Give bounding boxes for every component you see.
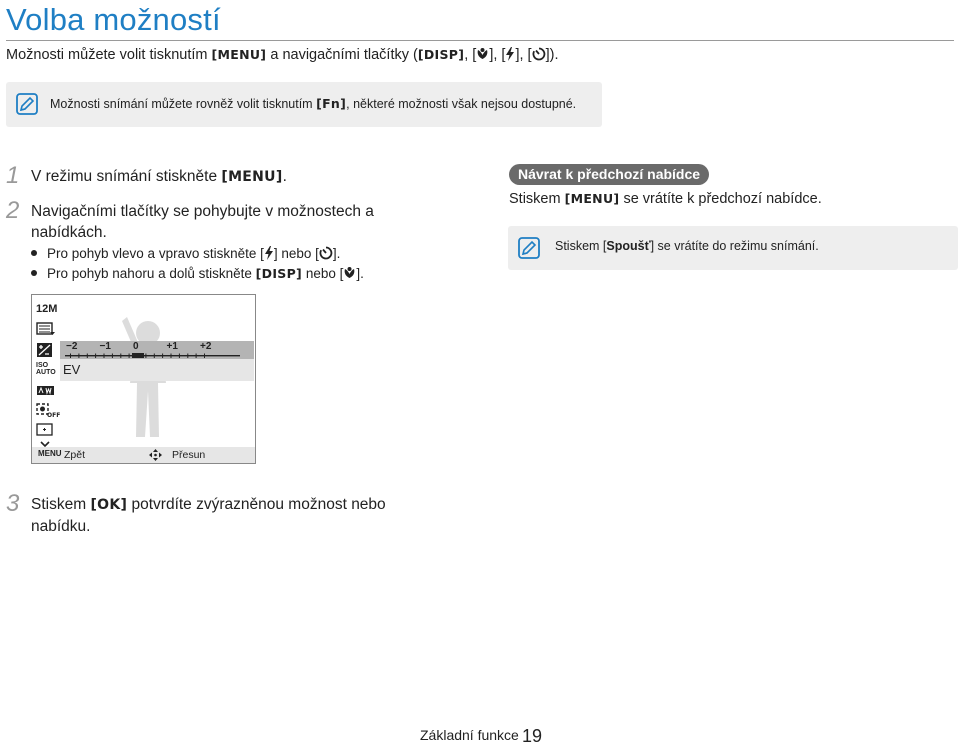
ev-tick xyxy=(162,354,163,359)
ev-tick xyxy=(87,354,88,359)
step-text: Navigačními tlačítky se pohybujte v možnostech a nabídkách. xyxy=(31,203,374,241)
svg-text:OFF: OFF xyxy=(47,412,61,419)
section-heading-pill: Návrat k předchozí nabídce xyxy=(509,164,709,185)
flash-icon xyxy=(505,47,515,61)
macro-icon xyxy=(343,266,356,279)
list-item: Pro pohyb nahoru a dolů stiskněte [DISP] nebo [ ]. xyxy=(31,266,364,281)
note-box xyxy=(6,82,602,127)
note-box xyxy=(508,226,958,270)
ev-scale-label: 0 xyxy=(133,341,139,352)
shutter-key: Spoušť xyxy=(606,239,651,253)
ev-scale-label: −2 xyxy=(66,341,78,352)
ev-option-row[interactable] xyxy=(60,359,254,381)
ok-key: [OK] xyxy=(90,497,128,513)
ev-scale-label: −1 xyxy=(99,341,111,352)
menu-key-label: MENU xyxy=(38,449,62,458)
face-off-icon xyxy=(36,403,61,419)
ev-scale-label: +2 xyxy=(200,341,212,352)
ev-tick xyxy=(179,354,180,359)
quality-icon xyxy=(36,322,56,336)
menu-key: [MENU] xyxy=(211,47,267,62)
ev-tick xyxy=(171,354,172,359)
step-text: Stiskem [OK] potvrdíte zvýrazněnou možnost nebo nabídku. xyxy=(31,496,386,535)
note-text: Možnosti snímání můžete rovněž volit tisknutím [Fn], některé možnosti však nejsou dostupné. xyxy=(50,96,577,111)
note-pencil-icon xyxy=(518,237,540,259)
ev-tick xyxy=(196,354,197,359)
resolution-icon: 12M xyxy=(36,303,58,315)
disp-key: [DISP] xyxy=(417,47,465,62)
ev-selected-marker xyxy=(132,353,144,358)
ev-tick xyxy=(78,354,79,359)
ev-tick xyxy=(145,354,146,359)
ev-tick xyxy=(187,354,188,359)
disp-key: [DISP] xyxy=(255,266,303,281)
back-label: Zpět xyxy=(64,449,86,461)
note-pencil-icon xyxy=(16,93,38,115)
camera-screen xyxy=(31,294,256,464)
list-item: Pro pohyb vlevo a vpravo stiskněte [ ] nebo [ ]. xyxy=(31,246,340,261)
ev-tick xyxy=(120,354,121,359)
ev-tick xyxy=(104,354,105,359)
ev-scale-label: +1 xyxy=(166,341,178,352)
fn-key: [Fn] xyxy=(316,96,347,111)
iso-icon: ISO AUTO xyxy=(36,362,56,376)
bullet-dot xyxy=(31,270,37,276)
return-text: Stiskem [MENU] se vrátíte k předchozí nabídce. xyxy=(509,191,822,207)
ev-label: EV xyxy=(63,362,81,377)
awb-icon xyxy=(36,384,56,398)
menu-key: [MENU] xyxy=(564,191,620,206)
flash-icon xyxy=(264,246,274,260)
timer-icon xyxy=(532,47,546,61)
ev-tick xyxy=(154,354,155,359)
step-text: V režimu snímání stiskněte [MENU]. xyxy=(31,168,287,185)
menu-key: [MENU] xyxy=(221,169,283,185)
intro-text: Možnosti můžete volit tisknutím [MENU] a navigačními tlačítky ([DISP], [ ], [ ], [ ]). xyxy=(6,47,559,63)
bullet-dot xyxy=(31,250,37,256)
page-number: 19 xyxy=(522,726,543,746)
bottom-bar xyxy=(32,447,255,463)
ev-icon xyxy=(36,343,56,357)
macro-icon xyxy=(476,47,489,60)
page-title: Volba možností xyxy=(6,2,221,37)
title-divider xyxy=(6,40,954,41)
ev-tick xyxy=(112,354,113,359)
ev-tick xyxy=(70,354,71,359)
step-number: 2 xyxy=(6,197,20,224)
ev-tick xyxy=(95,354,96,359)
timer-icon xyxy=(319,246,333,260)
ev-tick xyxy=(204,354,205,359)
move-arrows-icon xyxy=(149,449,162,461)
step-number: 3 xyxy=(6,490,20,517)
move-label: Přesun xyxy=(172,449,206,461)
step-number: 1 xyxy=(6,162,20,189)
footer-section: Základní funkce xyxy=(420,727,519,743)
ev-tick xyxy=(129,354,130,359)
note-text: Stiskem [Spoušť] se vrátíte do režimu snímání. xyxy=(555,239,819,253)
ev-scale-bar xyxy=(60,341,254,359)
metering-icon xyxy=(36,423,56,437)
